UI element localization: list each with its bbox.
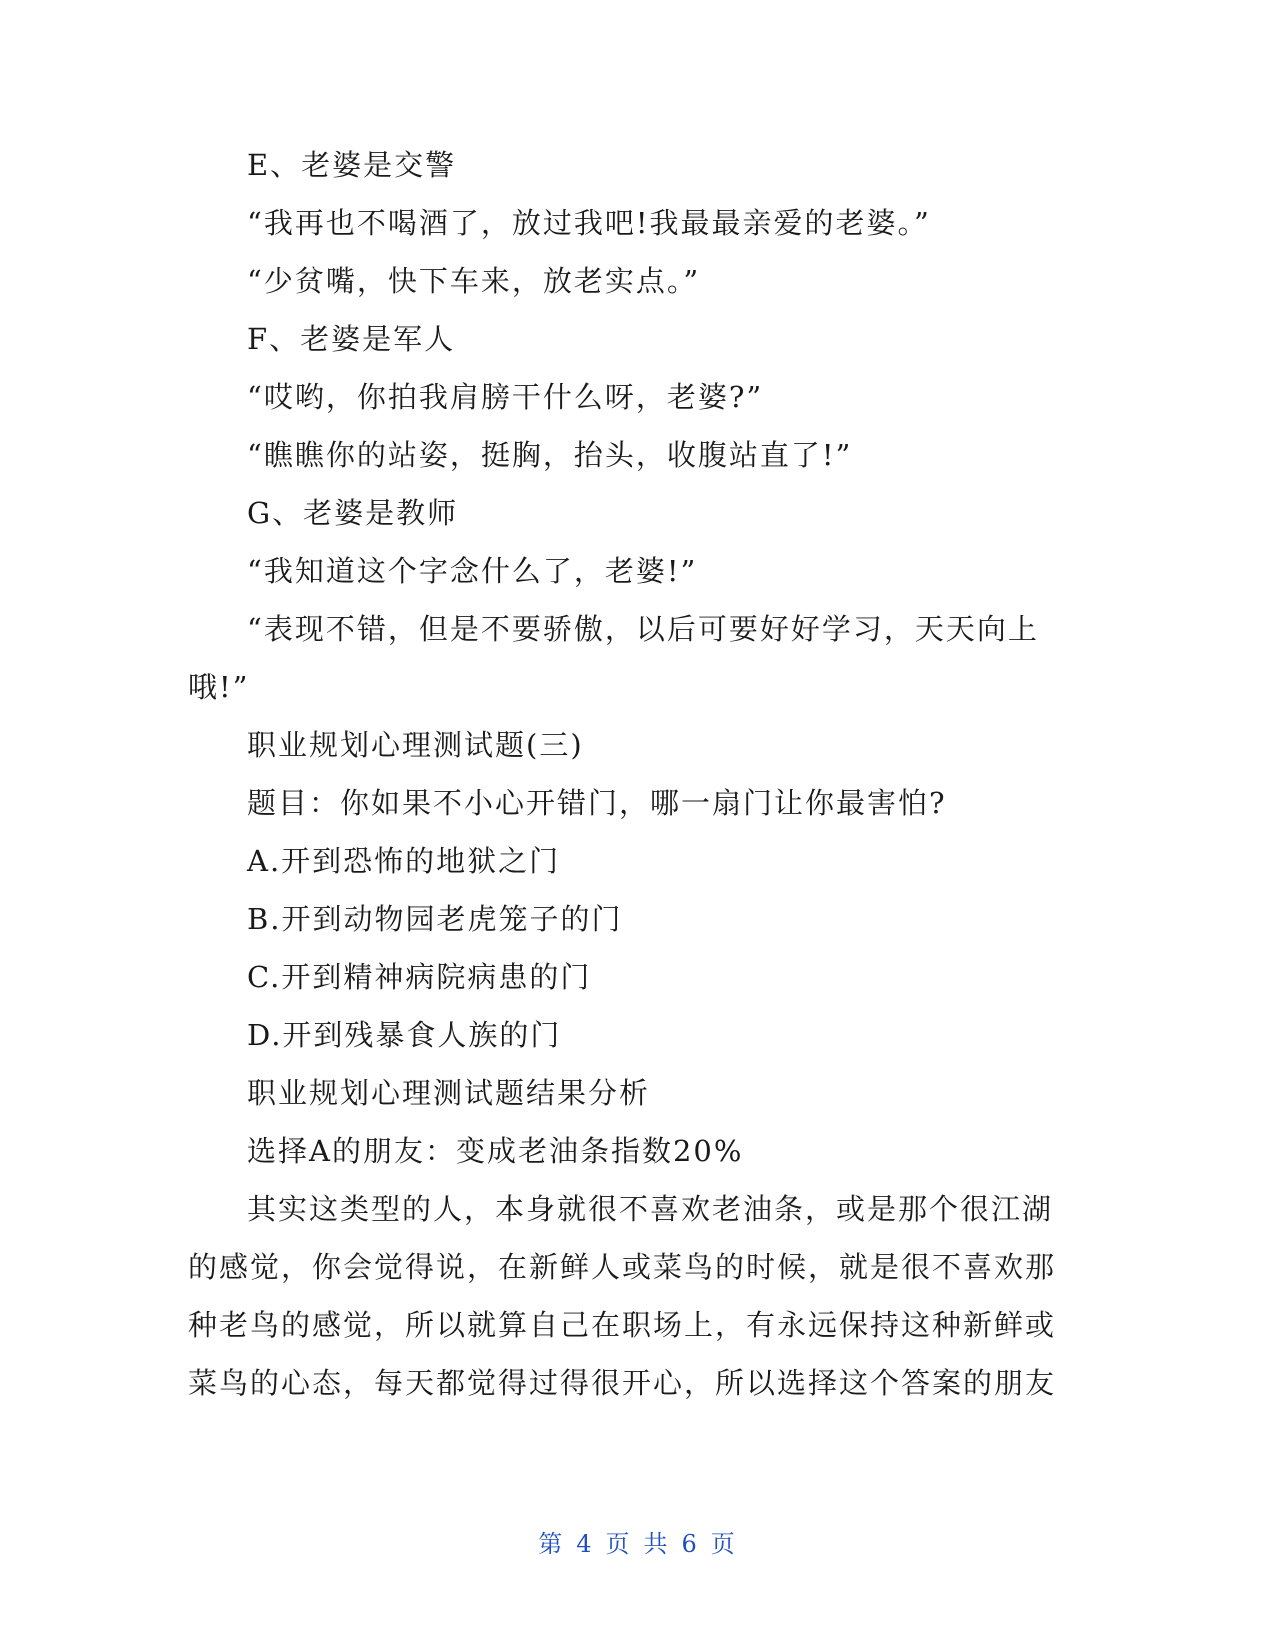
analysis-title: 职业规划心理测试题结果分析 [247,1076,651,1110]
dialogue-line: “少贫嘴，快下车来，放老实点。” [247,264,701,298]
paragraph-heading-g: G、老婆是教师 [247,496,459,530]
footer-suffix: 页 [710,1530,737,1558]
dialogue-line-continued: 哦!” [188,670,250,704]
result-a-heading: 选择A的朋友：变成老油条指数20% [247,1134,744,1168]
option-a: A.开到恐怖的地狱之门 [247,844,561,878]
footer-page-word: 页 [605,1530,632,1558]
body-text-line: 的感觉，你会觉得说，在新鲜人或菜鸟的时候，就是很不喜欢那 [188,1250,1057,1284]
question-text: 题目：你如果不小心开错门，哪一扇门让你最害怕? [247,786,947,820]
footer-total-word: 共 [643,1530,670,1558]
dialogue-line: “我知道这个字念什么了，老婆!” [247,554,698,588]
footer-prefix: 第 [538,1530,565,1558]
option-d: D.开到残暴食人族的门 [247,1018,562,1052]
option-b: B.开到动物园老虎笼子的门 [247,902,623,936]
dialogue-line: “表现不错，但是不要骄傲，以后可要好好学习，天天向上 [247,612,1039,646]
body-text-line: 其实这类型的人，本身就很不喜欢老油条，或是那个很江湖 [247,1192,1054,1226]
body-text-line: 种老鸟的感觉，所以就算自己在职场上，有永远保持这种新鲜或 [188,1308,1057,1342]
footer-total-pages: 6 [681,1530,699,1558]
paragraph-heading-e: E、老婆是交警 [247,148,457,182]
page-footer [0,1528,1275,1560]
body-text-line: 菜鸟的心态，每天都觉得过得很开心，所以选择这个答案的朋友 [188,1366,1057,1400]
paragraph-heading-f: F、老婆是军人 [247,322,456,356]
dialogue-line: “我再也不喝酒了，放过我吧!我最最亲爱的老婆。” [247,206,931,240]
section-title: 职业规划心理测试题(三) [247,728,584,762]
option-c: C.开到精神病院病患的门 [247,960,592,994]
dialogue-line: “瞧瞧你的站姿，挺胸，抬头，收腹站直了!” [247,438,853,472]
footer-current-page: 4 [576,1530,594,1558]
dialogue-line: “哎哟，你拍我肩膀干什么呀，老婆?” [247,380,764,414]
